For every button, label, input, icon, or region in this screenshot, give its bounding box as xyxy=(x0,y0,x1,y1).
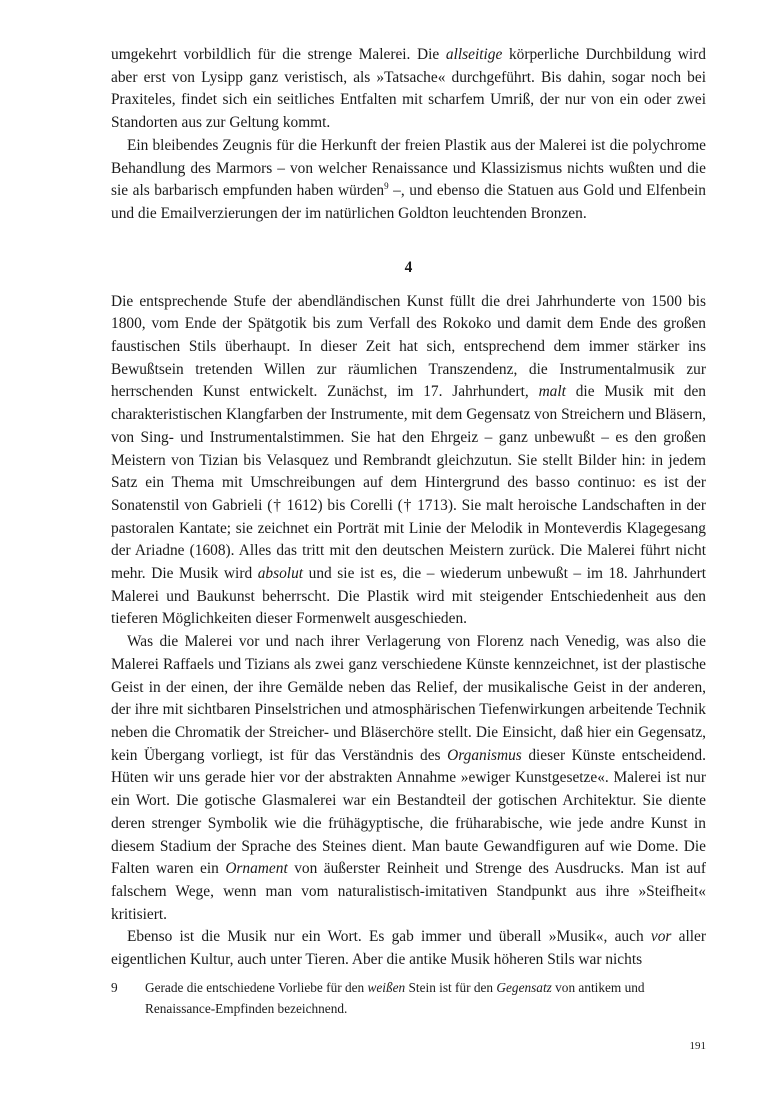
text-run: dieser Künste entscheidend. Hüten wir uns gerade hier vor der abstrakten Annahme »ewiger Kunstgesetze«. Malerei ist nur ein Wort. Die gotische Glasmalerei war ein Bestandteil der gotischen Architektur. Sie diente deren strenger Symbolik wie die frühägyptische, die früharabische, wie jede andre Kunst in diesem Stadium der Sprache des Steines dient. Man baute Gewandfiguren auf wie Dome. Die Falten waren ein xyxy=(111,746,706,878)
text-run: Gerade die entschiedene Vorliebe für den xyxy=(145,980,368,995)
text-run: von antikem und Renaissance-Empfinden bezeichnend. xyxy=(145,980,645,1016)
text-run: Die entsprechende Stufe der abendländischen Kunst füllt die drei Jahrhunderte von 1500 bis 1800, vom Ende der Spätgotik bis zum Verfall des Rokoko und damit dem Ende des großen faustischen Stils überhaupt. In dieser Zeit hat sich, entsprechend dem immer stärker ins Bewußtsein tretenden Willen zur räumlichen Transzendenz, die Instrumentalmusik zur herrschenden Kunst entwickelt. Zunächst, im 17. Jahrhundert, xyxy=(111,292,706,401)
emphasis: vor xyxy=(650,928,672,946)
emphasis: Ornament xyxy=(225,860,288,878)
text-run: von äußerster Reinheit und Strenge des Ausdrucks. Man ist auf falschem Wege, wenn man vom naturalistisch-imitativen Standpunkt aus ihre »Steifheit« kritisiert. xyxy=(111,860,706,923)
paragraph xyxy=(111,926,706,971)
footnote-reference[interactable]: 9 xyxy=(384,181,389,192)
text-run: umgekehrt vorbildlich für die strenge Malerei. Die xyxy=(111,46,446,63)
paragraph xyxy=(111,44,706,135)
emphasis: malt xyxy=(538,383,566,401)
text-run: körperliche Durchbildung wird aber erst von Lysipp ganz veristisch, als »Tatsache« durchgeführt. Bis dahin, sogar noch bei Praxiteles, findet sich ein seitliches Entfalten mit scharfem Umriß, der nur von ein oder zwei Standorten aus zur Geltung kommt. xyxy=(111,46,706,132)
paragraph xyxy=(111,291,706,632)
emphasis: Gegensatz xyxy=(496,980,552,995)
text-run: Ebenso ist die Musik nur ein Wort. Es gab immer und überall »Musik«, auch xyxy=(127,928,651,946)
text-run: aller eigentlichen Kultur, auch unter Tieren. Aber die antike Musik höheren Stils war nichts xyxy=(111,928,707,969)
footnote-text xyxy=(145,978,706,1019)
text-run: Stein ist für den xyxy=(405,980,497,995)
emphasis: allseitige xyxy=(445,46,503,63)
emphasis: absolut xyxy=(257,565,304,583)
text-run: Was die Malerei vor und nach ihrer Verlagerung von Florenz nach Venedig, was also die Malerei Raffaels und Tizians als zwei ganz verschiedene Künste kennzeichnet, ist der plastische Geist in der einen, der ihre Gemälde neben das Relief, der musikalische Geist in der anderen, der ihre mit sichtbaren Pinselstrichen und atmosphärischen Tiefenwirkungen arbeitende Technik neben die Chromatik der Streicher- und Bläserchöre stellt. Die Einsicht, daß hier ein Gegensatz, kein Übergang vorliegt, ist für das Verständnis des xyxy=(111,633,706,764)
paragraph xyxy=(111,631,706,926)
emphasis: Organismus xyxy=(447,746,522,764)
text-run: Ein bleibendes Zeugnis für die Herkunft der freien Plastik aus der Malerei ist die polychrome Behandlung des Marmors – von welcher Renaissance und Klassizismus nichts wußten und die sie als barbarisch empfunden haben würden xyxy=(111,136,706,200)
page-body xyxy=(111,44,706,972)
emphasis: weißen xyxy=(367,980,406,995)
paragraph xyxy=(111,135,706,226)
footnote xyxy=(111,978,706,1019)
footnote-number: 9 xyxy=(111,980,118,995)
page-number: 191 xyxy=(689,1040,706,1052)
section-heading: 4 xyxy=(404,258,413,276)
text-run: die Musik mit den charakteristischen Klangfarben der Instrumente, mit dem Gegensatz von Streichern und Bläsern, von Sing- und Instrumentalstimmen. Sie hat den Ehrgeiz – ganz unbewußt – es den großen Meistern von Tizian bis Velasquez und Rembrandt gleichzutun. Sie stellt Bilder hin: in jedem Satz ein Thema mit Umschreibungen auf dem Hintergrund des basso continuo: es ist der Sonatenstil von Gabrieli († 1612) bis Corelli († 1713). Sie malt heroische Landschaften in der pastoralen Kantate; sie zeichnet ein Porträt mit Linie der Melodik in Monteverdis Klagegesang der Ariadne (1608). Alles das tritt mit den deutschen Meistern zurück. Die Malerei führt nicht mehr. Die Musik wird xyxy=(111,383,706,583)
text-run: und sie ist es, die – wiederum unbewußt – im 18. Jahrhundert Malerei und Baukunst beherrscht. Die Plastik wird mit steigender Entschiedenheit aus den tieferen Möglichkeiten dieser Formenwelt ausgeschieden. xyxy=(111,565,706,628)
text-run: –, und ebenso die Statuen aus Gold und Elfenbein und die Emailverzierungen der im natürlichen Goldton leuchtenden Bronzen. xyxy=(111,182,707,222)
